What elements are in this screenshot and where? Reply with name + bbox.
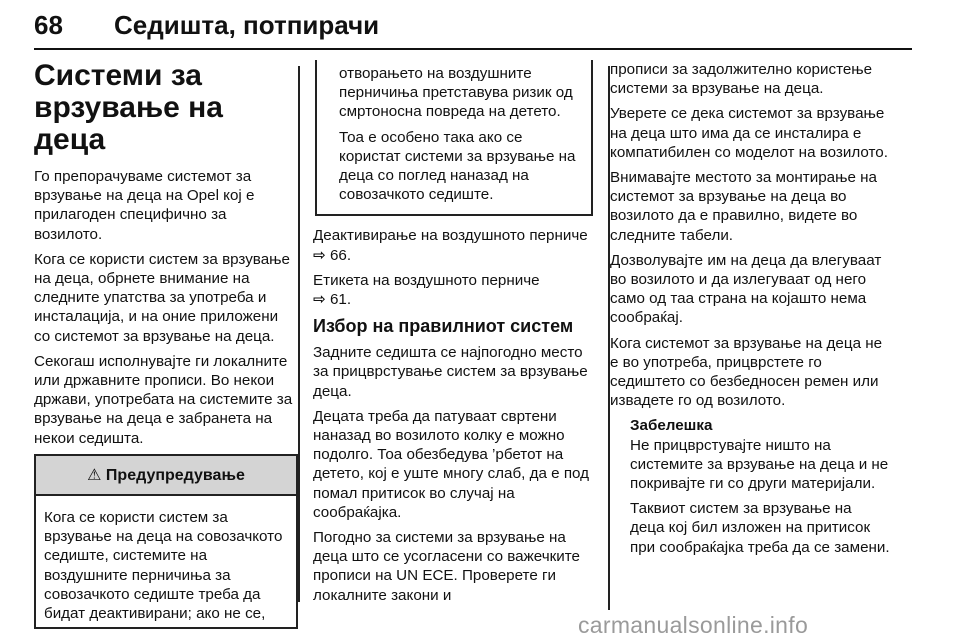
warning-title: Предупредување xyxy=(105,466,245,484)
note-title: Забелешка xyxy=(630,417,713,435)
note-paragraph: Не прицврстувајте ништо на системите за врзување на деца и не покривајте ги со други материјали. xyxy=(630,436,889,493)
page-reference[interactable]: 61. xyxy=(329,291,352,309)
paragraph: Погодно за системи за врзување на деца што се усогласени со важечките прописи на UN ECE. Проверете ги локалните закони и xyxy=(313,529,580,604)
column-divider xyxy=(298,66,300,602)
column-divider xyxy=(608,66,610,610)
deactivation-text: Деактивирање на воздушното перниче xyxy=(313,227,588,245)
column-3 xyxy=(610,60,890,563)
warning-header xyxy=(36,456,296,496)
paragraph: Внимавајте местото за монтирање на системот за врзување на деца во возилото да е правилно, видете во следните табели. xyxy=(610,169,877,244)
page-reference[interactable]: 66. xyxy=(329,246,352,264)
warning-box xyxy=(34,454,298,629)
paragraph: Задните седишта се најпогодно место за прицврстување систем за врзување деца. xyxy=(313,344,588,400)
column-2 xyxy=(313,60,593,611)
running-title: Седишта, потпирачи xyxy=(114,10,380,40)
warning-triangle-icon: ⚠ xyxy=(87,466,102,484)
paragraph: Уверете се дека системот за врзување на деца што има да се инсталира е компатибилен со моделот на возилото. xyxy=(610,105,888,161)
paragraph: Кога системот за врзување на деца не е во употреба, прицврстете го седиштето со безбедносен ремен или извадете го од возилото. xyxy=(610,334,883,410)
page-header xyxy=(34,4,912,50)
note-block xyxy=(630,416,890,556)
cross-reference xyxy=(313,271,593,309)
warning-box-continued xyxy=(315,60,593,216)
paragraph: Кога се користи систем за врзување на деца, обрнете внимание на следните упатства за употреба и инсталација, и на оние приложени со системот за врзување на деца. xyxy=(34,250,290,345)
section-heading: Системи за врзување на деца xyxy=(34,59,223,156)
note-paragraph: Таквиот систем за врзување на деца кој бил изложен на притисок при сообраќајка треба да се замени. xyxy=(630,500,890,556)
paragraph: Секогаш исполнувајте ги локалните или државните прописи. Во некои држави, употребата на системите за врзување на деца е забранета на некои седишта. xyxy=(34,352,293,447)
paragraph: отворањето на воздушните перничиња претставува ризик од смртоносна повреда на детето. xyxy=(339,65,573,121)
labels-text: Етикета на воздушното перниче xyxy=(313,271,540,289)
paragraph: Дозволувајте им на деца да влегуваат во возилото и да излегуваат од него само од таа страна на којашто нема сообраќај. xyxy=(610,251,882,327)
reference-arrow-icon: ⇨ xyxy=(313,246,326,264)
paragraph: Децата треба да патуваат свртени наназад во возилото колку е можно подолго. Тоа обезбедува ’рбетот на детето, кој е уште многу слаб, да е под помал притисок во случај на сообраќајка. xyxy=(313,407,590,521)
column-1 xyxy=(34,60,298,629)
page-number: 68 xyxy=(34,10,63,40)
watermark: carmanualsonline.info xyxy=(578,612,809,638)
cross-reference xyxy=(313,226,593,264)
subheading: Избор на правилниот систем xyxy=(313,316,574,337)
paragraph: прописи за задолжително користење системи за врзување на деца. xyxy=(610,61,873,98)
paragraph: Го препорачуваме системот за врзување на деца на Opel кој е прилагоден специфично за возилото. xyxy=(34,168,255,243)
paragraph: Тоа е особено така ако се користат системи за врзување на деца со поглед наназад на совозачкото седиште. xyxy=(339,128,576,204)
reference-arrow-icon: ⇨ xyxy=(313,291,326,309)
warning-body: Кога се користи систем за врзување на деца на совозачкото седиште, системите на воздушните перничиња за совозачкото седиште треба да бидат деактивирани; ако не се, xyxy=(44,509,283,623)
